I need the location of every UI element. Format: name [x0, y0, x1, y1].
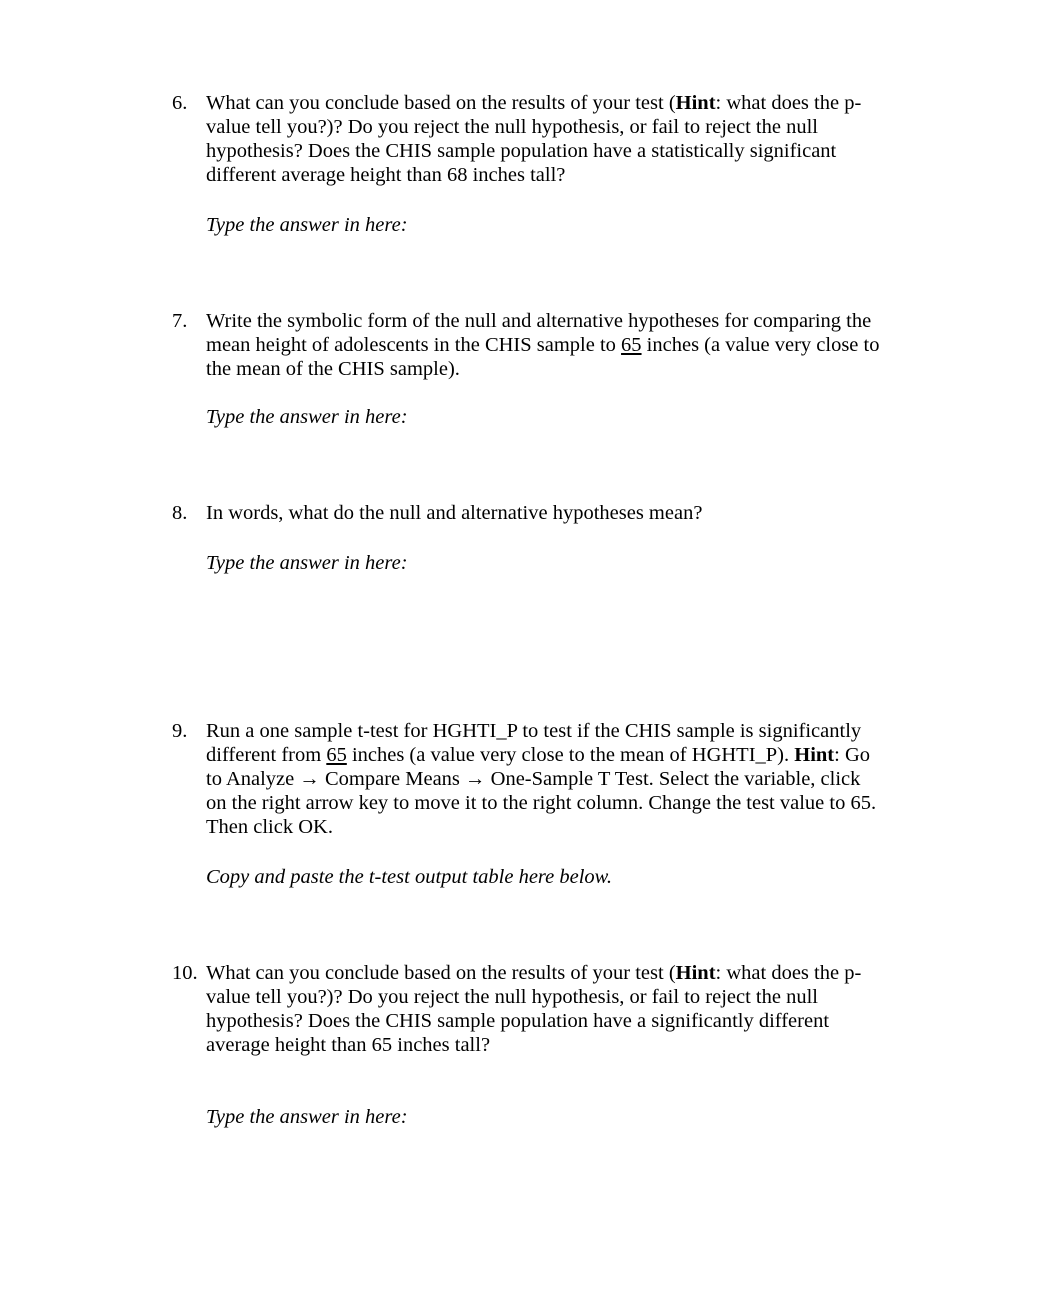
bold-text: Hint: [794, 744, 835, 766]
answer-prompt-6[interactable]: Type the answer in here:: [206, 214, 408, 236]
question-text: [206, 91, 912, 187]
text-line: on the right arrow key to move it to the right column. Change the test value to 65.: [206, 792, 877, 814]
question-text: [206, 961, 912, 1057]
text-line: value tell you?)? Do you reject the null hypothesis, or fail to reject the null: [206, 986, 818, 1008]
question-number: 7.: [172, 310, 188, 332]
text-line: the mean of the CHIS sample).: [206, 358, 460, 380]
answer-prompt-9[interactable]: Copy and paste the t-test output table here below.: [206, 866, 612, 888]
question-7: [172, 309, 912, 381]
question-number: 9.: [172, 720, 188, 742]
text-line: different from 65 inches (a value very close to the mean of HGHTI_P). Hint: Go: [206, 744, 870, 766]
text-line: value tell you?)? Do you reject the null hypothesis, or fail to reject the null: [206, 116, 818, 138]
answer-prompt-10[interactable]: Type the answer in here:: [206, 1106, 408, 1128]
answer-prompt-8[interactable]: Type the answer in here:: [206, 552, 408, 574]
text-line: hypothesis? Does the CHIS sample population have a significantly different: [206, 1010, 830, 1032]
question-number: 6.: [172, 92, 188, 114]
text-line: Then click OK.: [206, 816, 333, 838]
question-number: 10.: [172, 962, 198, 984]
question-8: [172, 501, 912, 525]
text-line: mean height of adolescents in the CHIS sample to 65 inches (a value very close to: [206, 334, 880, 356]
question-9: [172, 719, 912, 839]
text-line: to Analyze → Compare Means → One-Sample T Test. Select the variable, click: [206, 768, 861, 790]
bold-text: Hint: [675, 92, 716, 114]
text-line: different average height than 68 inches tall?: [206, 164, 566, 186]
bold-text: Hint: [675, 962, 716, 984]
text-line: In words, what do the null and alternative hypotheses mean?: [206, 502, 703, 524]
text-line: What can you conclude based on the results of your test (Hint: what does the p-: [206, 92, 862, 114]
text-line: Write the symbolic form of the null and alternative hypotheses for comparing the: [206, 310, 872, 332]
underlined-text: 65: [621, 334, 642, 356]
question-10: [172, 961, 912, 1057]
question-6: [172, 91, 912, 187]
underlined-text: 65: [326, 744, 347, 766]
text-line: What can you conclude based on the results of your test (Hint: what does the p-: [206, 962, 862, 984]
question-text: [206, 501, 912, 525]
text-line: average height than 65 inches tall?: [206, 1034, 491, 1056]
text-line: hypothesis? Does the CHIS sample population have a statistically significant: [206, 140, 837, 162]
question-number: 8.: [172, 502, 188, 524]
question-text: [206, 309, 912, 381]
question-text: [206, 719, 912, 839]
text-line: Run a one sample t-test for HGHTI_P to test if the CHIS sample is significantly: [206, 720, 862, 742]
answer-prompt-7[interactable]: Type the answer in here:: [206, 406, 408, 428]
